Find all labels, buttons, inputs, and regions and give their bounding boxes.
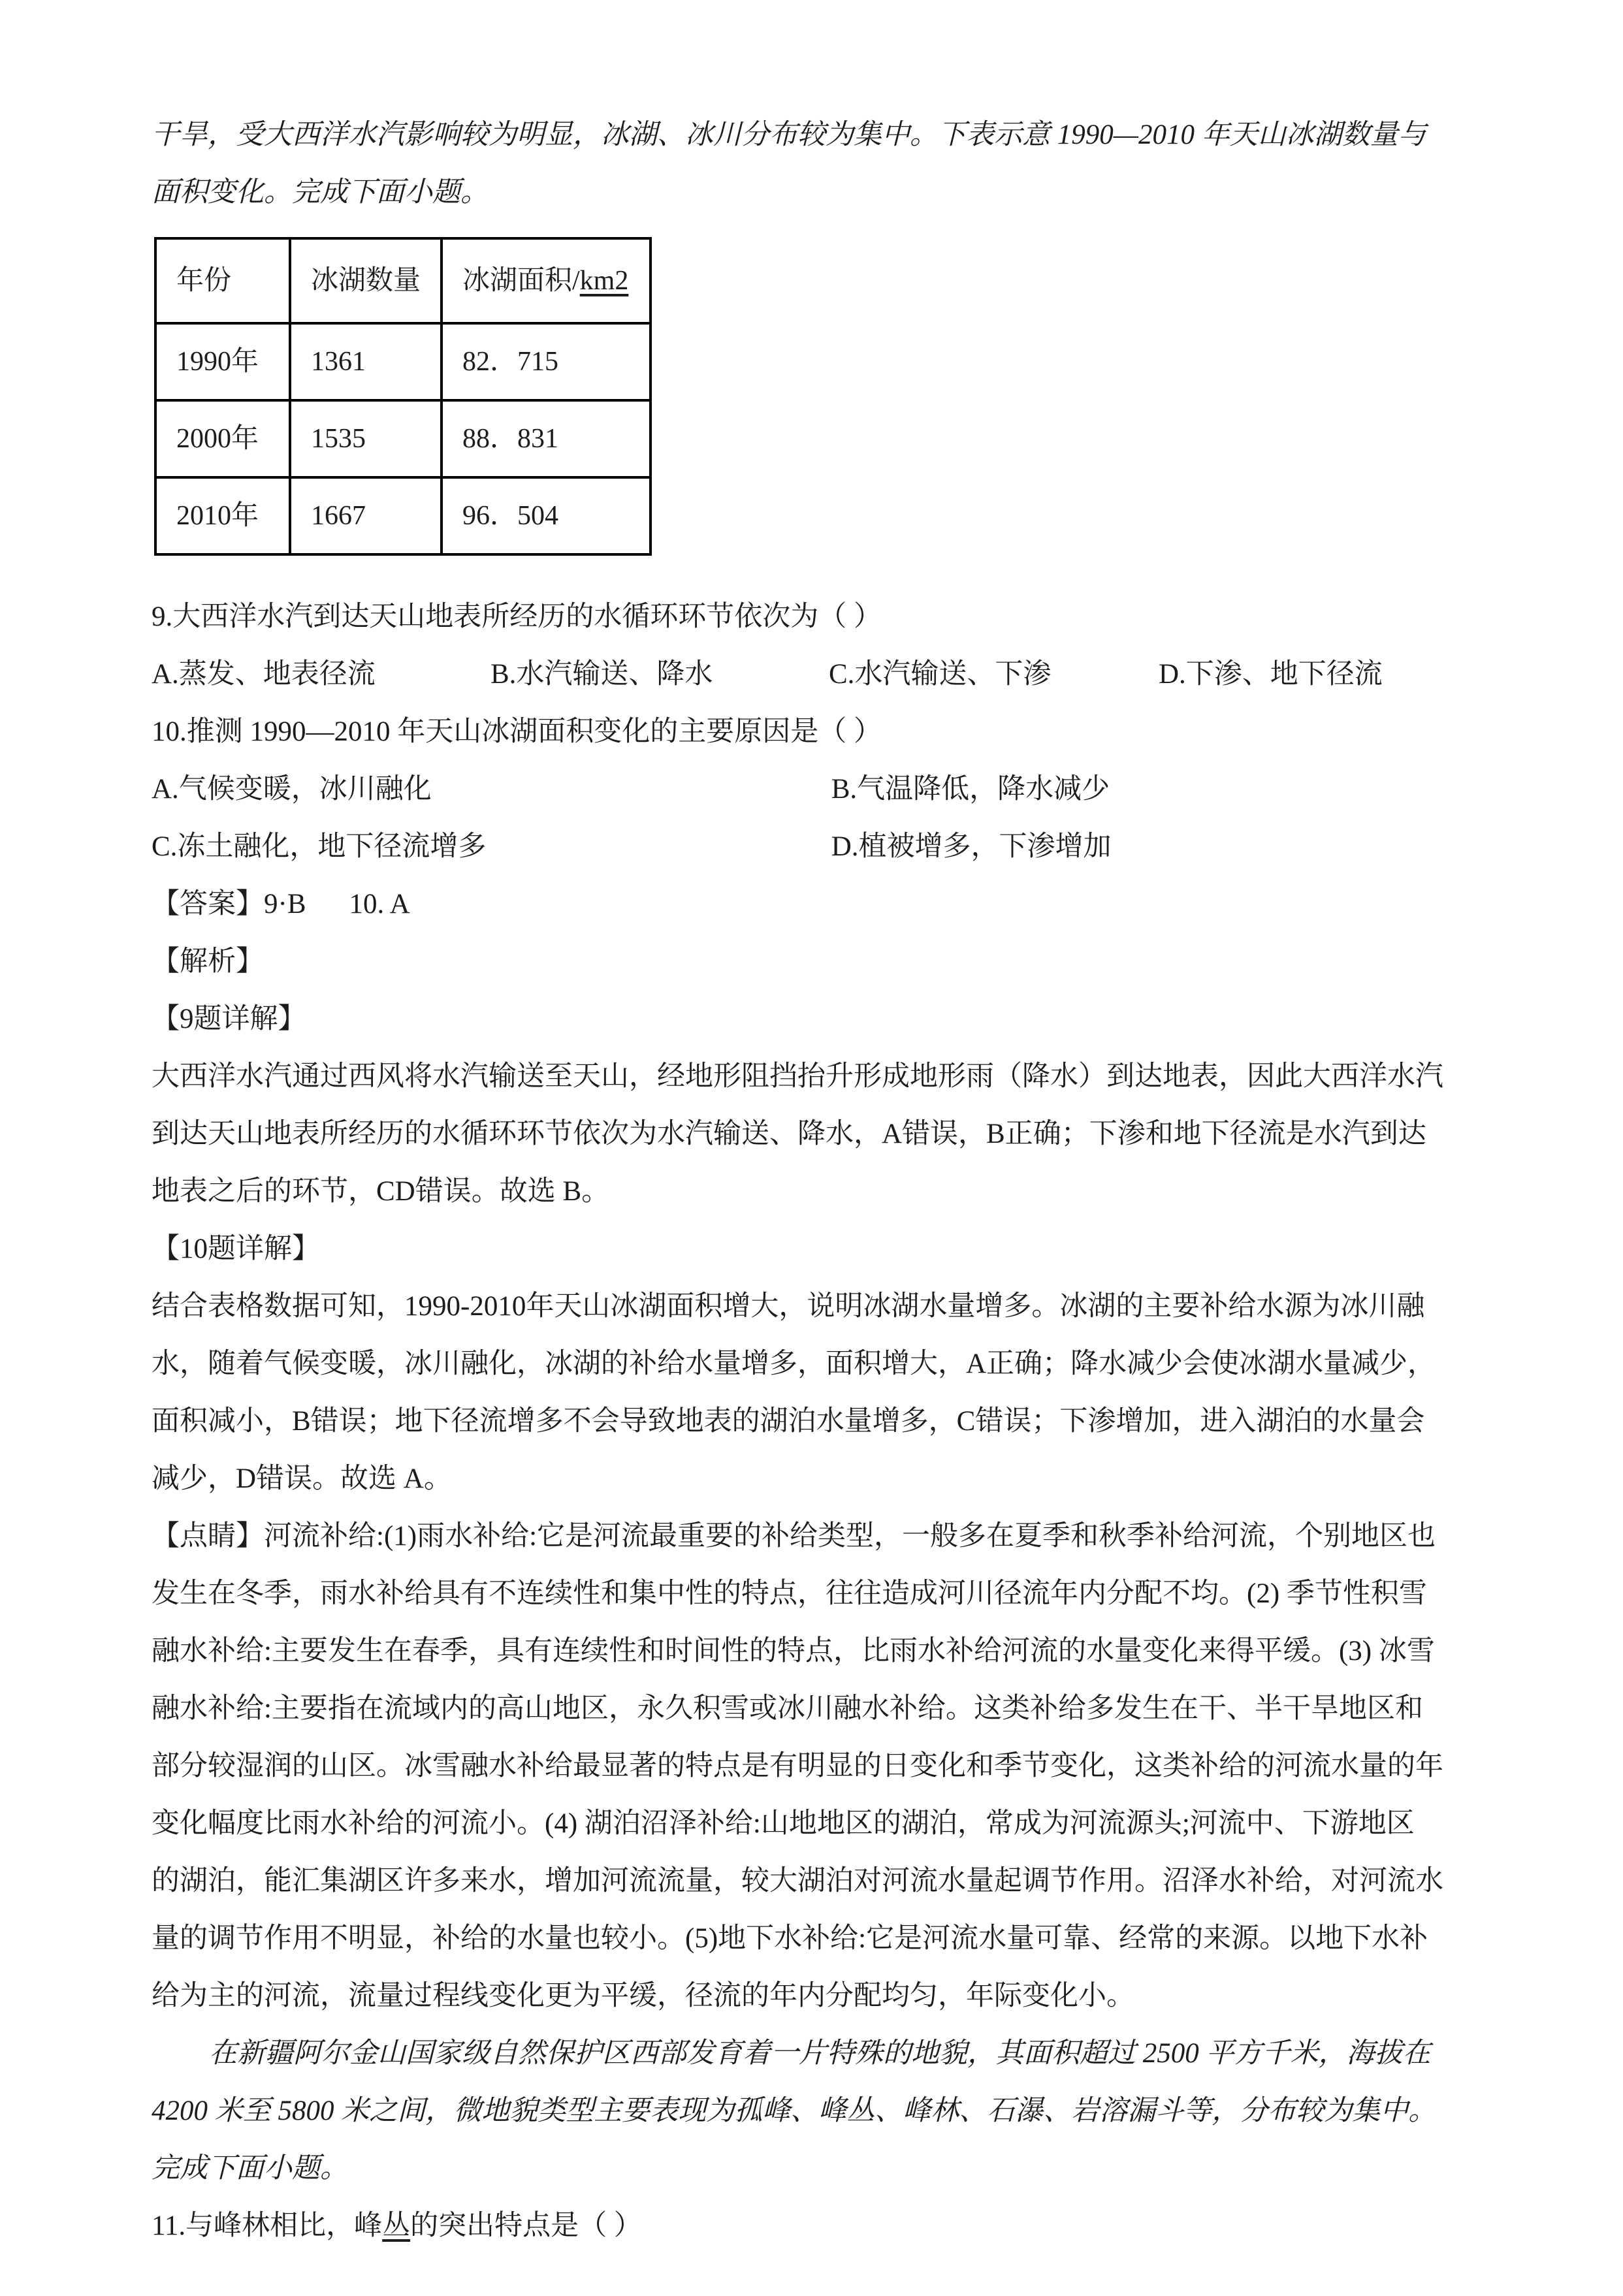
q10-detail-label: 【10题详解】 (152, 1234, 320, 1264)
q10-detail-line: 结合表格数据可知，1990-2010年天山冰湖面积增大，说明冰湖水量增多。冰湖的主要补给水源为冰川融 (152, 1291, 1425, 1322)
q9-option-d: D.下渗、地下径流 (1159, 659, 1383, 690)
material2-line: 4200 米至 5800 米之间，微地貌类型主要表现为孤峰、峰丛、峰林、石瀑、岩溶漏斗等，分布较为集中。 (152, 2096, 1437, 2126)
q10-detail-line: 减少，D错误。故选 A。 (152, 1463, 452, 1494)
q10-option-b: B.气温降低，降水减少 (831, 774, 1110, 805)
q9-detail-label: 【9题详解】 (152, 1004, 306, 1034)
tips-line: 融水补给:主要发生在春季，具有连续性和时间性的特点，比雨水补给河流的水量变化来得平缓。(3) 冰雪 (152, 1636, 1435, 1666)
table-row (155, 477, 651, 554)
material2-line: 在新疆阿尔金山国家级自然保护区西部发育着一片特殊的地貌，其面积超过 2500 平方千米，海拔在 (209, 2038, 1431, 2069)
q9-detail-line: 地表之后的环节，CD错误。故选 B。 (152, 1176, 610, 1207)
q9-detail-line: 到达天山地表所经历的水循环环节依次为水汽输送、降水，A错误，B正确；下渗和地下径流是水汽到达 (152, 1119, 1426, 1149)
tips-line: 的湖泊，能汇集湖区许多来水，增加河流流量，较大湖泊对河流水量起调节作用。沼泽水补给，对河流水 (152, 1866, 1443, 1896)
cell-area: 96．504 (442, 477, 651, 554)
cell-count: 1667 (290, 477, 442, 554)
answer-label: 【答案】 (152, 889, 264, 919)
table-header-year: 年份 (155, 238, 290, 323)
intro-line: 干旱，受大西洋水汽影响较为明显，冰湖、冰川分布较为集中。下表示意 1990—2010 年天山冰湖数量与 (152, 120, 1426, 150)
glacier-lake-table (154, 237, 652, 556)
cell-year: 1990年 (155, 323, 290, 400)
cell-area: 88．831 (442, 400, 651, 477)
q9-options (152, 646, 1489, 703)
area-unit: km2 (579, 265, 629, 296)
table-header-count: 冰湖数量 (290, 238, 442, 323)
q10-option-c: C.冻土融化，地下径流增多 (152, 831, 487, 862)
q10-detail-line: 面积减小，B错误；地下径流增多不会导致地表的湖泊水量增多，C错误；下渗增加，进入湖泊的水量会 (152, 1406, 1425, 1437)
q10-option-d: D.植被增多，下渗增加 (831, 831, 1112, 862)
q10-stem: 10.推测 1990—2010 年天山冰湖面积变化的主要原因是（ ） (152, 716, 882, 747)
q9-option-a: A.蒸发、地表径流 (152, 659, 376, 690)
cell-area: 82．715 (442, 323, 651, 400)
intro-line: 面积变化。完成下面小题。 (152, 177, 489, 208)
q10-options-row1 (152, 761, 1489, 818)
tips-line: 给为主的河流，流量过程线变化更为平缓，径流的年内分配均匀，年际变化小。 (152, 1981, 1134, 2011)
tips-line: 量的调节作用不明显，补给的水量也较小。(5)地下水补给:它是河流水量可靠、经常的来源。以地下水补 (152, 1923, 1428, 1954)
q9-stem: 9.大西洋水汽到达天山地表所经历的水循环环节依次为（ ） (152, 601, 882, 632)
q9-detail-line: 大西洋水汽通过西风将水汽输送至天山，经地形阻挡抬升形成地形雨（降水）到达地表，因此大西洋水汽 (152, 1061, 1443, 1092)
cell-count: 1361 (290, 323, 442, 400)
tips-line: 发生在冬季，雨水补给具有不连续性和集中性的特点，往往造成河川径流年内分配不均。(2) 季节性积雪 (152, 1578, 1427, 1609)
table-row (155, 323, 651, 400)
q10-detail-line: 水，随着气候变暖，冰川融化，冰湖的补给水量增多，面积增大，A正确；降水减少会使冰湖水量减少， (152, 1348, 1436, 1379)
cell-count: 1535 (290, 400, 442, 477)
q9-option-c: C.水汽输送、下渗 (829, 659, 1052, 690)
cell-year: 2010年 (155, 477, 290, 554)
q11-stem-underlined: 丛 (382, 2210, 411, 2241)
table-header-row (155, 238, 651, 323)
tips-line: 变化幅度比雨水补给的河流小。(4) 湖泊沼泽补给:山地地区的湖泊，常成为河流源头;河流中、下游地区 (152, 1808, 1415, 1839)
answer-line (152, 876, 1489, 933)
q10-options-row2 (152, 818, 1489, 876)
q11-stem-prefix: 11.与峰林相比，峰 (152, 2210, 383, 2241)
area-label: 冰湖面积/ (462, 265, 580, 296)
analysis-label: 【解析】 (152, 946, 264, 977)
table-header-area (442, 238, 651, 323)
material2-line: 完成下面小题。 (152, 2153, 348, 2184)
table-row (155, 400, 651, 477)
q11-stem-suffix: 的突出特点是（ ） (410, 2210, 642, 2241)
tips-line: 融水补给:主要指在流域内的高山地区，永久积雪或冰川融水补给。这类补给多发生在干、半干旱地区和 (152, 1693, 1423, 1724)
q9-option-b: B.水汽输送、降水 (490, 659, 713, 690)
answer-q9: 9·B (264, 889, 306, 919)
q10-option-a: A.气候变暖，冰川融化 (152, 774, 432, 805)
answer-q10: 10. A (349, 889, 410, 919)
cell-year: 2000年 (155, 400, 290, 477)
tips-line: 部分较湿润的山区。冰雪融水补给最显著的特点是有明显的日变化和季节变化，这类补给的河流水量的年 (152, 1751, 1443, 1781)
q11-stem (152, 2197, 1489, 2255)
tips-line: 【点睛】河流补给:(1)雨水补给:它是河流最重要的补给类型，一般多在夏季和秋季补给河流，个别地区也 (152, 1521, 1436, 1552)
